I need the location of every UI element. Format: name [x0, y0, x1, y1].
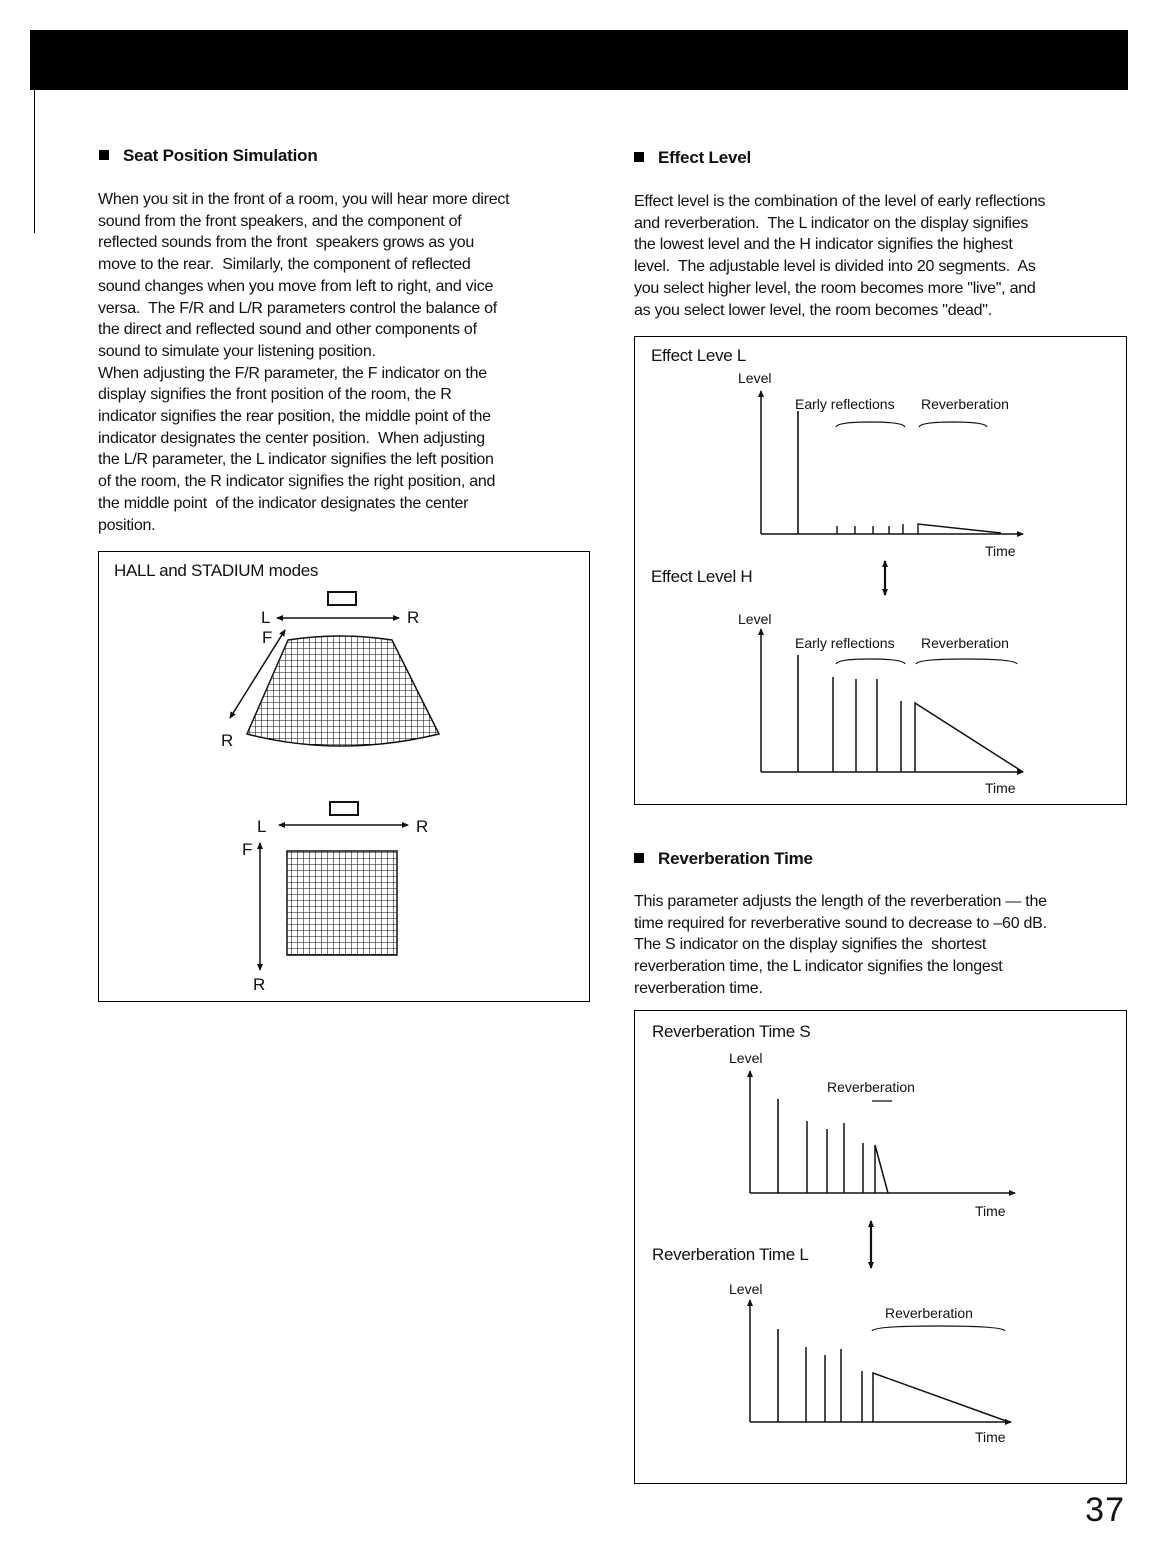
text-line: This parameter adjusts the length of the reverberation — the [634, 893, 1047, 910]
text-line: reverberation time, the L indicator signifies the longest [634, 958, 1003, 976]
label-r: R [221, 731, 234, 750]
effect-level-figure [634, 336, 1127, 805]
header-bar [30, 30, 1128, 90]
text-line: sound from the front speakers, and the component of [98, 212, 462, 230]
text-line: the lowest level and the H indicator signifies the highest [634, 236, 1013, 254]
reverberation-decay [915, 703, 1023, 772]
reverberation-time-title: Reverberation Time [658, 849, 813, 868]
label-r: R [416, 817, 429, 836]
effect-level-high-label: Effect Level H [651, 567, 753, 586]
y-axis-label: Level [738, 370, 772, 386]
text-line: the middle point of the indicator designates the center [98, 494, 469, 512]
seat-position-title: Seat Position Simulation [123, 146, 318, 165]
bullet-icon [634, 152, 644, 162]
text-line: When you sit in the front of a room, you will hear more direct [98, 191, 510, 208]
bullet-icon [99, 150, 109, 160]
text-line: move to the rear. Similarly, the component of reflected [98, 256, 471, 274]
early-reflections-label: Early reflections [795, 635, 895, 651]
text-line: sound to simulate your listening position. [98, 342, 376, 360]
hall-seating-grid [247, 636, 439, 746]
text-line: indicator designates the center position. When adjusting [98, 429, 485, 447]
effect-level-body [634, 191, 1134, 321]
early-reflections-label: Early reflections [795, 396, 895, 412]
seat-position-diagram [99, 552, 589, 1001]
text-line: you select higher level, the room becomes more "live", and [634, 279, 1036, 297]
text-line: level. The adjustable level is divided into 20 segments. As [634, 258, 1036, 276]
effect-level-low-label: Effect Leve L [651, 346, 747, 365]
text-line: The S indicator on the display signifies the shortest [634, 936, 987, 954]
text-line: indicator signifies the rear position, the middle point of the [98, 408, 491, 426]
reverberation-time-body [634, 891, 1152, 1000]
reverberation-label: Reverberation [921, 635, 1009, 651]
stage-icon [330, 802, 358, 815]
seat-position-body [98, 189, 598, 536]
reverberation-decay [875, 1145, 888, 1193]
hall-stadium-figure [98, 551, 590, 1002]
stage-icon [328, 592, 356, 605]
x-axis-label: Time [985, 543, 1016, 559]
text-line: the L/R parameter, the L indicator signifies the left position [98, 451, 494, 469]
x-axis-label: Time [975, 1429, 1006, 1445]
x-axis-label: Time [975, 1203, 1006, 1219]
label-r: R [253, 975, 266, 994]
text-line: and reverberation. The L indicator on the display signifies [634, 214, 1029, 232]
text-line: position. [98, 516, 156, 534]
reverberation-label: Reverberation [885, 1305, 973, 1321]
reverberation-long-label: Reverberation Time L [652, 1245, 809, 1264]
reverberation-label: Reverberation [921, 396, 1009, 412]
stadium-seating-grid [287, 851, 397, 955]
reverberation-short-label: Reverberation Time S [652, 1022, 811, 1041]
label-f: F [242, 840, 253, 859]
text-line: time required for reverberative sound to decrease to –60 dB. [634, 914, 1047, 932]
y-axis-label: Level [729, 1281, 763, 1297]
text-line: as you select lower level, the room becomes "dead". [634, 301, 992, 319]
reverberation-decay [873, 1373, 1009, 1422]
reverberation-time-heading [634, 849, 813, 869]
label-f: F [262, 628, 273, 647]
reverberation-time-figure [634, 1010, 1127, 1484]
text-line: When adjusting the F/R parameter, the F indicator on the [98, 364, 487, 382]
text-line: the direct and reflected sound and other components of [98, 321, 477, 339]
effect-level-heading [634, 148, 751, 168]
margin-rule [34, 90, 35, 233]
reverberation-time-diagram [635, 1011, 1126, 1483]
text-line: reflected sounds from the front speakers grows as you [98, 234, 475, 252]
y-axis-label: Level [729, 1050, 763, 1066]
reverberation-label: Reverberation [827, 1079, 915, 1095]
effect-level-diagram [635, 337, 1126, 804]
label-l: L [257, 817, 267, 836]
label-r: R [407, 608, 420, 627]
text-line: versa. The F/R and L/R parameters control the balance of [98, 299, 497, 317]
label-l: L [261, 608, 271, 627]
text-line: of the room, the R indicator signifies the right position, and [98, 473, 496, 491]
seat-position-heading [99, 146, 318, 166]
text-line: sound changes when you move from left to right, and vice [98, 277, 494, 295]
reverberation-decay [918, 524, 1001, 534]
x-axis-label: Time [985, 780, 1016, 796]
figure-caption: HALL and STADIUM modes [114, 561, 319, 580]
text-line: reverberation time. [634, 979, 763, 997]
y-axis-label: Level [738, 611, 772, 627]
page-number: 37 [1085, 1491, 1125, 1529]
bullet-icon [634, 853, 644, 863]
effect-level-title: Effect Level [658, 148, 752, 167]
text-line: display signifies the front position of the room, the R [98, 386, 452, 404]
text-line: Effect level is the combination of the level of early reflections [634, 193, 1046, 210]
